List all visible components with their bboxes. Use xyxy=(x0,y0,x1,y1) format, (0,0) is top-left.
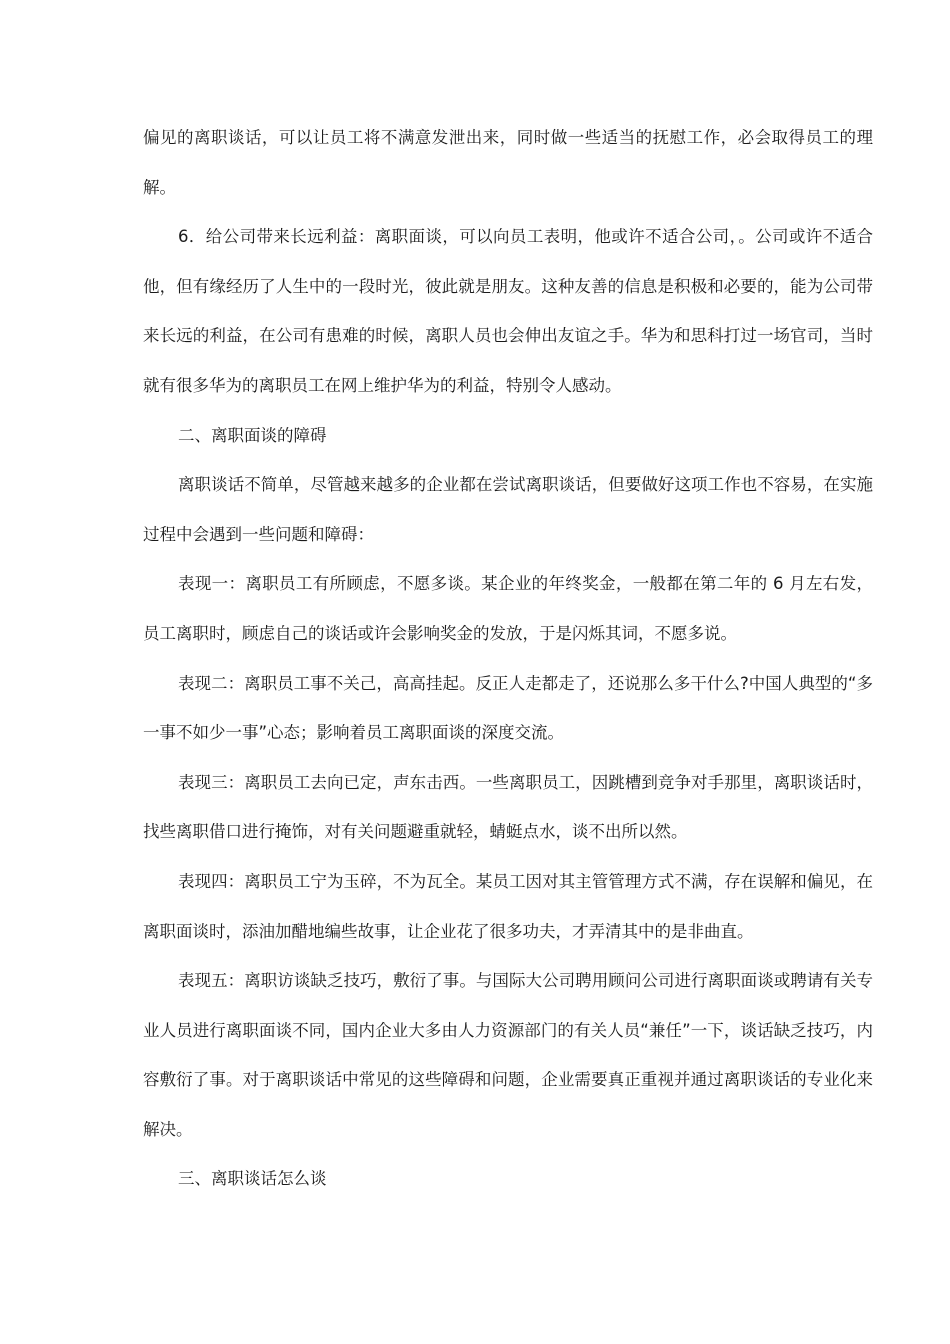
document-body xyxy=(143,113,873,1204)
paragraph-symptom-5: 表现五：离职访谈缺乏技巧，敷衍了事。与国际大公司聘用顾问公司进行离职面谈或聘请有关专业人员进行离职面谈不同，国内企业大多由人力资源部门的有关人员“兼任”一下，谈话缺乏技巧，内容敷衍了事。对于离职谈话中常见的这些障碍和问题，企业需要真正重视并通过离职谈话的专业化来解决。 xyxy=(143,971,873,1139)
section-heading-3: 三、离职谈话怎么谈 xyxy=(178,1169,327,1189)
paragraph-continuation: 偏见的离职谈话，可以让员工将不满意发泄出来，同时做一些适当的抚慰工作，必会取得员工的理解。 xyxy=(143,128,873,197)
paragraph-symptom-1: 表现一：离职员工有所顾虑，不愿多谈。某企业的年终奖金，一般都在第二年的 6 月左右发，员工离职时，顾虑自己的谈话或许会影响奖金的发放，于是闪烁其词，不愿多说。 xyxy=(143,574,873,643)
paragraph-symptom-2: 表现二：离职员工事不关己，高高挂起。反正人走都走了，还说那么多干什么?中国人典型的“多一事不如少一事”心态；影响着员工离职面谈的深度交流。 xyxy=(143,673,873,743)
section-heading-2: 二、离职面谈的障碍 xyxy=(178,425,327,445)
paragraph-symptom-4: 表现四：离职员工宁为玉碎，不为瓦全。某员工因对其主管管理方式不满，存在误解和偏见，在离职面谈时，添油加醋地编些故事，让企业花了很多功夫，才弄清其中的是非曲直。 xyxy=(143,871,873,941)
paragraph-intro-obstacles: 离职谈话不简单，尽管越来越多的企业都在尝试离职谈话，但要做好这项工作也不容易，在实施过程中会遇到一些问题和障碍： xyxy=(143,475,873,544)
paragraph-point-6: 6．给公司带来长远利益：离职面谈，可以向员工表明，他或许不适合公司，。公司或许不适合他，但有缘经历了人生中的一段时光，彼此就是朋友。这种友善的信息是积极和必要的，能为公司带来长远的利益，在公司有患难的时候，离职人员也会伸出友谊之手。华为和思科打过一场官司，当时就有很多华为的离职员工在网上维护华为的利益，特别令人感动。 xyxy=(143,227,873,395)
paragraph-symptom-3: 表现三：离职员工去向已定，声东击西。一些离职员工，因跳槽到竞争对手那里，离职谈话时，找些离职借口进行掩饰，对有关问题避重就轻，蜻蜓点水，谈不出所以然。 xyxy=(143,772,873,842)
